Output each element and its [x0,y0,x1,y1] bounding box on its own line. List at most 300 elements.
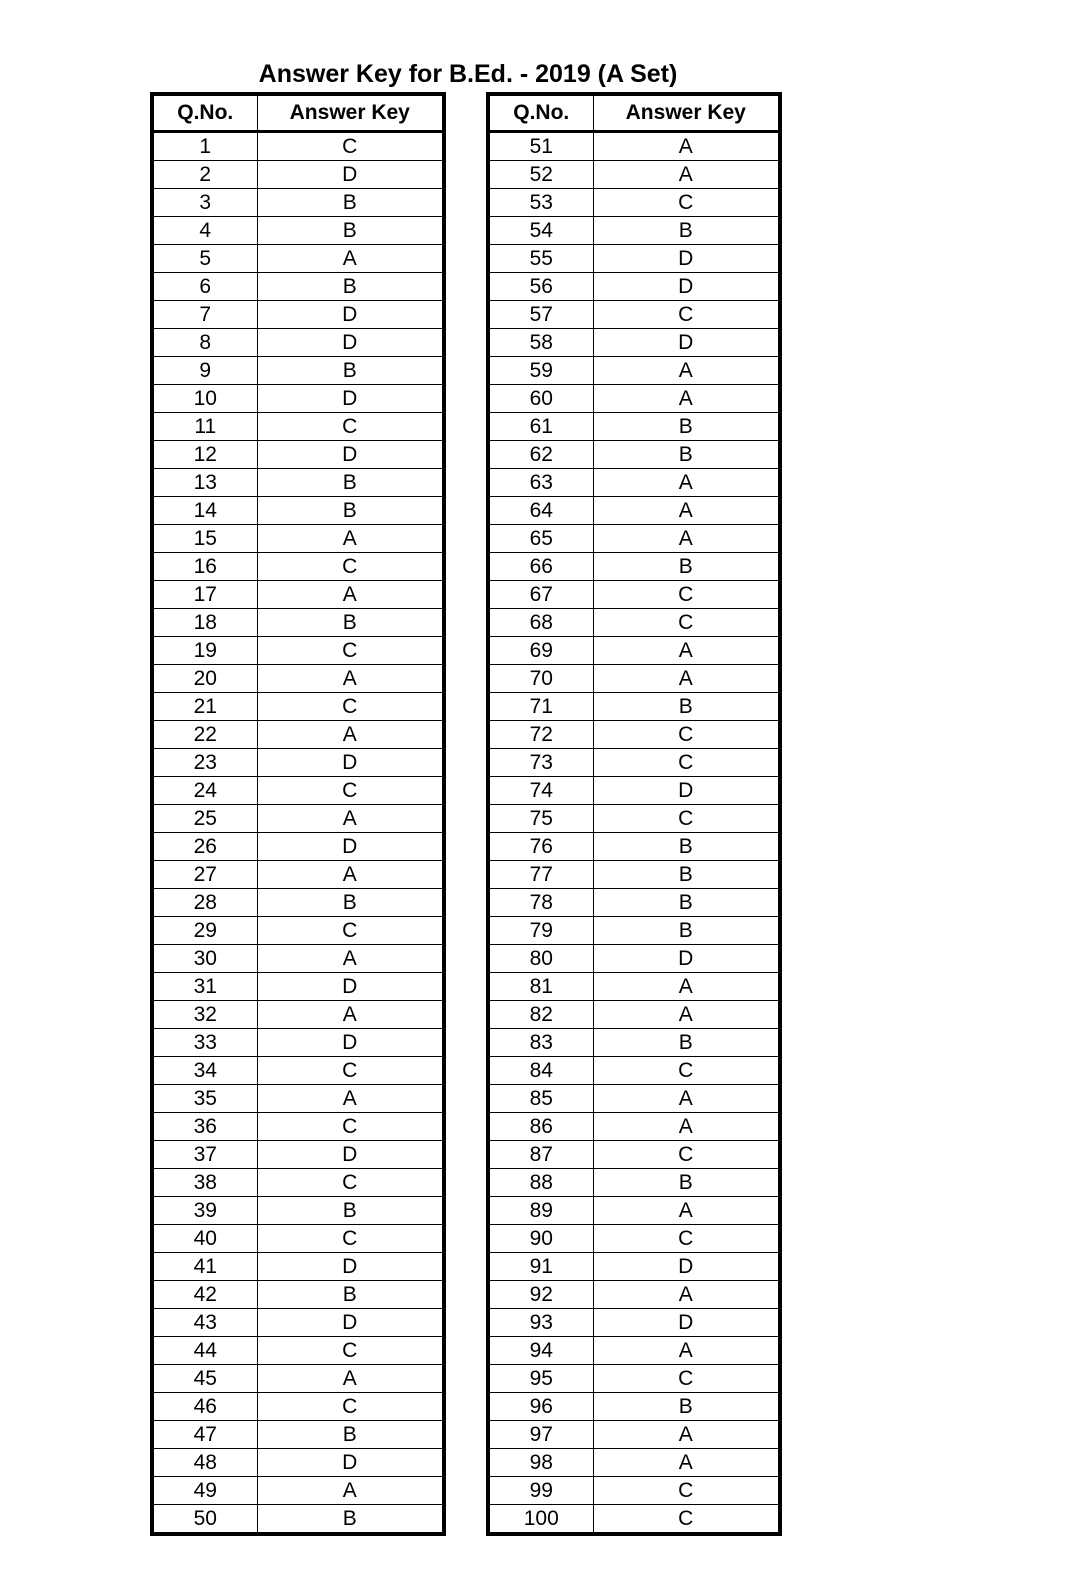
answer-cell: C [593,1365,780,1393]
answer-cell: C [257,413,444,441]
answer-cell: A [257,1085,444,1113]
table-row [488,329,780,357]
question-number-cell: 33 [152,1029,257,1057]
question-number-cell: 6 [152,273,257,301]
question-number-cell: 68 [488,609,593,637]
answer-cell: B [593,413,780,441]
table-row [152,693,444,721]
question-number-cell: 92 [488,1281,593,1309]
answer-cell: A [257,1477,444,1505]
table-row [152,777,444,805]
table-row [488,1281,780,1309]
table-row [488,721,780,749]
question-number-cell: 82 [488,1001,593,1029]
question-number-cell: 31 [152,973,257,1001]
question-number-cell: 60 [488,385,593,413]
answer-cell: C [593,721,780,749]
question-number-cell: 13 [152,469,257,497]
answer-cell: A [593,1421,780,1449]
answer-key-header: Answer Key [257,94,444,132]
question-number-cell: 39 [152,1197,257,1225]
question-number-cell: 42 [152,1281,257,1309]
question-number-cell: 69 [488,637,593,665]
answer-cell: D [593,1253,780,1281]
question-number-cell: 59 [488,357,593,385]
table-body [488,132,780,1535]
table-row [488,1421,780,1449]
answer-cell: B [593,1169,780,1197]
table-row [488,273,780,301]
answer-cell: C [593,581,780,609]
table-row [152,1001,444,1029]
question-number-cell: 43 [152,1309,257,1337]
question-number-cell: 27 [152,861,257,889]
table-row [488,665,780,693]
answer-cell: A [257,525,444,553]
question-number-cell: 56 [488,273,593,301]
question-number-cell: 80 [488,945,593,973]
table-row [152,805,444,833]
question-number-cell: 75 [488,805,593,833]
answer-cell: A [593,132,780,161]
table-row [488,132,780,161]
table-row [152,721,444,749]
answer-cell: B [593,861,780,889]
table-row [152,161,444,189]
question-number-cell: 89 [488,1197,593,1225]
table-row [488,217,780,245]
question-number-cell: 81 [488,973,593,1001]
table-row [152,301,444,329]
answer-cell: B [257,189,444,217]
answer-cell: A [593,1085,780,1113]
table-row [488,1057,780,1085]
table-row [488,889,780,917]
answer-cell: D [257,441,444,469]
table-row [152,1505,444,1535]
question-number-cell: 64 [488,497,593,525]
answer-cell: B [257,1197,444,1225]
answer-cell: C [593,805,780,833]
question-number-cell: 98 [488,1449,593,1477]
answer-key-table-right [486,92,782,1536]
table-row [488,1337,780,1365]
answer-cell: A [257,861,444,889]
answer-cell: A [593,637,780,665]
table-row [152,1309,444,1337]
answer-cell: A [593,665,780,693]
answer-cell: A [593,161,780,189]
answer-cell: B [593,693,780,721]
answer-cell: C [257,1393,444,1421]
table-row [488,301,780,329]
question-number-cell: 61 [488,413,593,441]
answer-cell: A [593,973,780,1001]
table-row [488,1113,780,1141]
answer-cell: D [257,749,444,777]
question-number-cell: 1 [152,132,257,161]
answer-cell: B [593,917,780,945]
question-number-cell: 2 [152,161,257,189]
question-number-cell: 70 [488,665,593,693]
table-row [152,469,444,497]
answer-cell: C [593,1141,780,1169]
table-row [152,581,444,609]
answer-cell: C [257,1057,444,1085]
answer-cell: D [257,301,444,329]
question-number-cell: 54 [488,217,593,245]
table-row [152,1169,444,1197]
question-number-cell: 28 [152,889,257,917]
table-row [488,1141,780,1169]
question-number-cell: 66 [488,553,593,581]
question-number-cell: 85 [488,1085,593,1113]
answer-cell: A [257,945,444,973]
question-number-cell: 18 [152,609,257,637]
table-row [488,1393,780,1421]
question-number-cell: 20 [152,665,257,693]
table-row [488,1001,780,1029]
question-number-cell: 74 [488,777,593,805]
table-row [488,861,780,889]
table-row [152,132,444,161]
table-row [152,217,444,245]
question-number-cell: 10 [152,385,257,413]
page-title: Answer Key for B.Ed. - 2019 (A Set) [258,60,678,88]
answer-cell: A [593,1449,780,1477]
question-number-cell: 100 [488,1505,593,1535]
question-number-cell: 26 [152,833,257,861]
answer-cell: D [257,1253,444,1281]
question-number-cell: 78 [488,889,593,917]
table-row [488,1197,780,1225]
answer-cell: D [593,245,780,273]
answer-key-header: Answer Key [593,94,780,132]
answer-cell: B [257,273,444,301]
question-number-cell: 41 [152,1253,257,1281]
question-number-cell: 14 [152,497,257,525]
answer-cell: C [257,1113,444,1141]
table-row [488,945,780,973]
question-number-cell: 77 [488,861,593,889]
answer-cell: C [257,1169,444,1197]
question-number-cell: 72 [488,721,593,749]
table-row [488,693,780,721]
qno-header: Q.No. [152,94,257,132]
question-number-cell: 52 [488,161,593,189]
answer-cell: D [593,945,780,973]
table-row [488,469,780,497]
table-row [488,1309,780,1337]
answer-cell: B [593,441,780,469]
answer-cell: C [593,301,780,329]
answer-cell: B [593,217,780,245]
question-number-cell: 58 [488,329,593,357]
answer-cell: A [257,581,444,609]
table-row [488,581,780,609]
table-row [152,1337,444,1365]
question-number-cell: 24 [152,777,257,805]
table-row [152,861,444,889]
table-row [488,1449,780,1477]
question-number-cell: 12 [152,441,257,469]
question-number-cell: 5 [152,245,257,273]
question-number-cell: 19 [152,637,257,665]
table-row [152,1253,444,1281]
answer-cell: D [593,329,780,357]
question-number-cell: 38 [152,1169,257,1197]
question-number-cell: 46 [152,1393,257,1421]
table-row [152,917,444,945]
question-number-cell: 93 [488,1309,593,1337]
answer-cell: D [257,1309,444,1337]
answer-cell: B [257,469,444,497]
answer-cell: D [257,833,444,861]
question-number-cell: 90 [488,1225,593,1253]
qno-header: Q.No. [488,94,593,132]
table-row [152,1197,444,1225]
answer-cell: B [257,357,444,385]
question-number-cell: 97 [488,1421,593,1449]
answer-cell: A [593,1337,780,1365]
table-row [488,245,780,273]
table-row [152,553,444,581]
table-row [488,609,780,637]
table-row [152,1477,444,1505]
table-row [152,189,444,217]
question-number-cell: 91 [488,1253,593,1281]
question-number-cell: 7 [152,301,257,329]
table-row [488,1365,780,1393]
table-row [488,637,780,665]
table-row [152,1421,444,1449]
answer-cell: D [593,1309,780,1337]
answer-cell: D [257,385,444,413]
answer-cell: D [257,329,444,357]
table-row [152,413,444,441]
question-number-cell: 51 [488,132,593,161]
question-number-cell: 88 [488,1169,593,1197]
question-number-cell: 40 [152,1225,257,1253]
answer-cell: A [593,525,780,553]
answer-cell: A [593,1281,780,1309]
table-row [488,833,780,861]
answer-cell: A [257,665,444,693]
question-number-cell: 76 [488,833,593,861]
table-row [152,1029,444,1057]
question-number-cell: 25 [152,805,257,833]
table-row [488,553,780,581]
question-number-cell: 96 [488,1393,593,1421]
question-number-cell: 4 [152,217,257,245]
table-row [152,273,444,301]
table-row [488,973,780,1001]
answer-cell: A [593,469,780,497]
question-number-cell: 3 [152,189,257,217]
answer-cell: C [257,553,444,581]
table-row [488,1477,780,1505]
question-number-cell: 35 [152,1085,257,1113]
table-row [152,889,444,917]
question-number-cell: 50 [152,1505,257,1535]
answer-cell: B [257,609,444,637]
table-row [152,245,444,273]
answer-cell: D [257,1029,444,1057]
question-number-cell: 99 [488,1477,593,1505]
answer-cell: A [593,385,780,413]
answer-cell: A [593,1113,780,1141]
answer-cell: C [257,917,444,945]
question-number-cell: 44 [152,1337,257,1365]
table-row [152,357,444,385]
table-row [488,441,780,469]
answer-key-table-left [150,92,446,1536]
answer-cell: A [257,245,444,273]
answer-cell: C [257,1225,444,1253]
question-number-cell: 53 [488,189,593,217]
answer-cell: C [593,1057,780,1085]
answer-cell: C [257,693,444,721]
table-row [488,413,780,441]
answer-cell: B [593,1029,780,1057]
table-row [488,189,780,217]
table-row [152,1365,444,1393]
table-row [488,749,780,777]
question-number-cell: 63 [488,469,593,497]
answer-cell: C [593,189,780,217]
answer-cell: C [257,1337,444,1365]
answer-cell: A [257,1001,444,1029]
answer-cell: B [257,1505,444,1535]
table-row [152,1393,444,1421]
table-row [152,1057,444,1085]
table-row [488,357,780,385]
table-row [488,1505,780,1535]
table-row [152,945,444,973]
question-number-cell: 57 [488,301,593,329]
question-number-cell: 9 [152,357,257,385]
table-row [152,665,444,693]
table-row [152,329,444,357]
answer-cell: D [593,273,780,301]
table-row [152,525,444,553]
question-number-cell: 45 [152,1365,257,1393]
table-row [152,1449,444,1477]
answer-cell: B [593,833,780,861]
answer-cell: C [257,637,444,665]
question-number-cell: 32 [152,1001,257,1029]
answer-cell: B [593,889,780,917]
answer-cell: A [257,805,444,833]
answer-cell: B [593,553,780,581]
table-row [152,497,444,525]
table-row [488,1225,780,1253]
question-number-cell: 47 [152,1421,257,1449]
table-header-row [152,94,444,132]
table-row [152,637,444,665]
answer-cell: D [593,777,780,805]
question-number-cell: 62 [488,441,593,469]
question-number-cell: 16 [152,553,257,581]
answer-cell: B [257,1421,444,1449]
answer-cell: A [593,497,780,525]
answer-cell: C [593,749,780,777]
question-number-cell: 84 [488,1057,593,1085]
table-row [488,525,780,553]
table-row [488,1169,780,1197]
answer-cell: C [593,609,780,637]
question-number-cell: 49 [152,1477,257,1505]
answer-cell: D [257,973,444,1001]
question-number-cell: 95 [488,1365,593,1393]
table-row [488,497,780,525]
question-number-cell: 22 [152,721,257,749]
table-body [152,132,444,1535]
table-row [488,777,780,805]
answer-cell: B [593,1393,780,1421]
question-number-cell: 73 [488,749,593,777]
question-number-cell: 36 [152,1113,257,1141]
question-number-cell: 21 [152,693,257,721]
question-number-cell: 71 [488,693,593,721]
question-number-cell: 65 [488,525,593,553]
answer-cell: A [257,721,444,749]
answer-cell: C [593,1477,780,1505]
question-number-cell: 15 [152,525,257,553]
table-row [152,1113,444,1141]
answer-cell: B [257,889,444,917]
question-number-cell: 11 [152,413,257,441]
question-number-cell: 94 [488,1337,593,1365]
question-number-cell: 67 [488,581,593,609]
question-number-cell: 30 [152,945,257,973]
table-row [488,1253,780,1281]
answer-cell: C [257,777,444,805]
answer-cell: B [257,1281,444,1309]
question-number-cell: 87 [488,1141,593,1169]
question-number-cell: 17 [152,581,257,609]
answer-cell: D [257,1449,444,1477]
table-row [152,609,444,637]
question-number-cell: 55 [488,245,593,273]
table-row [488,1029,780,1057]
table-row [488,161,780,189]
table-row [152,1141,444,1169]
answer-cell: D [257,1141,444,1169]
answer-cell: B [257,497,444,525]
question-number-cell: 23 [152,749,257,777]
table-row [152,833,444,861]
question-number-cell: 83 [488,1029,593,1057]
answer-cell: B [257,217,444,245]
table-row [152,749,444,777]
question-number-cell: 8 [152,329,257,357]
question-number-cell: 79 [488,917,593,945]
answer-cell: A [593,1001,780,1029]
question-number-cell: 48 [152,1449,257,1477]
table-row [488,805,780,833]
answer-cell: A [593,357,780,385]
question-number-cell: 34 [152,1057,257,1085]
answer-cell: C [257,132,444,161]
table-row [488,917,780,945]
answer-cell: C [593,1225,780,1253]
table-row [152,1225,444,1253]
answer-cell: A [257,1365,444,1393]
answer-cell: C [593,1505,780,1535]
answer-cell: D [257,161,444,189]
table-row [152,441,444,469]
